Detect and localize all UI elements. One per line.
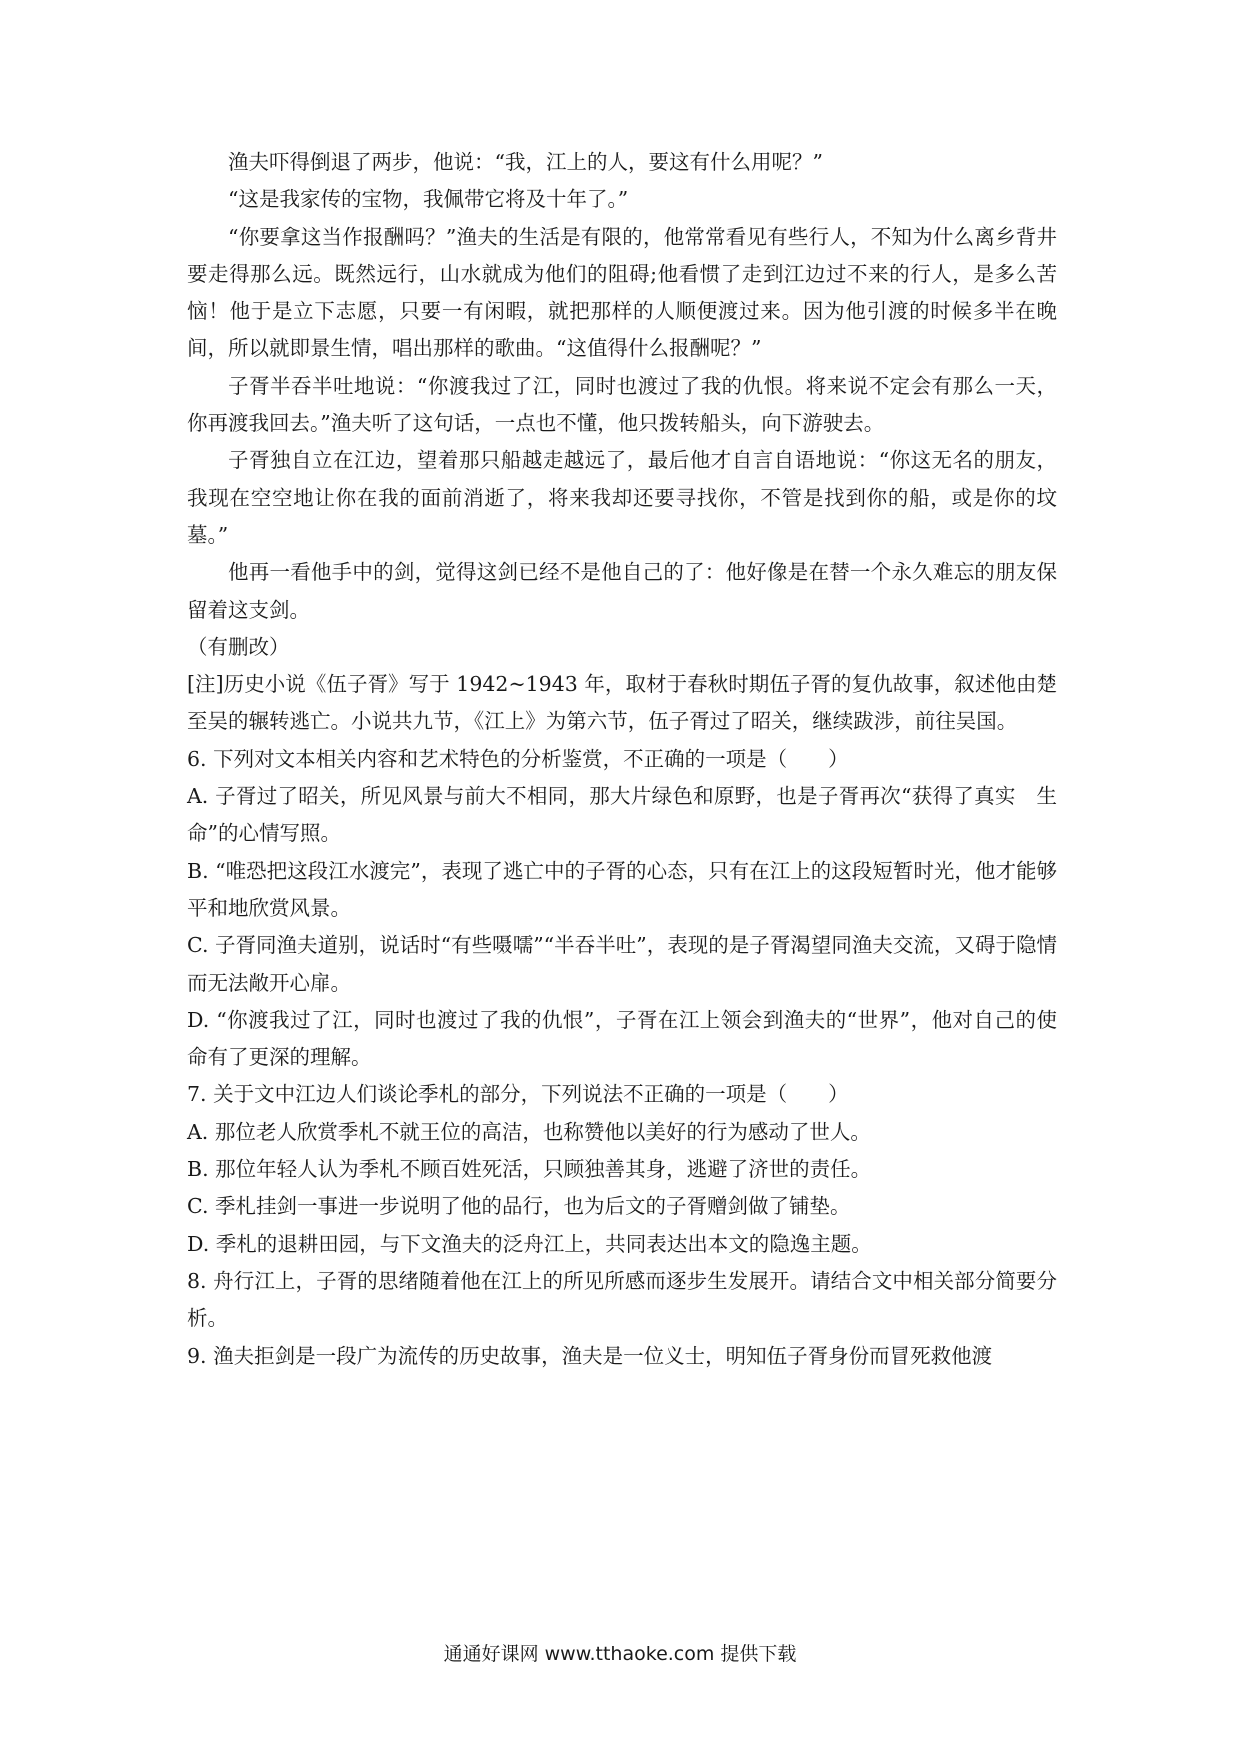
question-7-stem: 7. 关于文中江边人们谈论季札的部分，下列说法不正确的一项是（ ）	[187, 1082, 849, 1107]
annotation-note: [注]历史小说《伍子胥》写于 1942~1943 年，取材于春秋时期伍子胥的复仇故事，叙述他由楚至吴的辗转逃亡。小说共九节，《江上》为第六节，伍子胥过了昭关，继续跋涉，前往吴国。	[187, 672, 1057, 734]
story-paragraph: 渔夫吓得倒退了两步，他说：“我，江上的人，要这有什么用呢？”	[228, 150, 823, 174]
page-footer: 通通好课网 www.tthaoke.com 提供下载	[443, 1643, 797, 1665]
story-paragraph: “这是我家传的宝物，我佩带它将及十年了。”	[228, 187, 629, 212]
source-note: （有删改）	[187, 634, 290, 659]
question-6-option-b: B. “唯恐把这段江水渡完”，表现了逃亡中的子胥的心态，只有在江上的这段短暂时光，他才能够平和地欣赏风景。	[187, 858, 1057, 920]
question-6-option-d: D. “你渡我过了江，同时也渡过了我的仇恨”，子胥在江上领会到渔夫的“世界”，他对自己的使命有了更深的理解。	[187, 1007, 1057, 1070]
question-7-option-a: A. 那位老人欣赏季札不就王位的高洁，也称赞他以美好的行为感动了世人。	[187, 1119, 871, 1144]
story-paragraph: 他再一看他手中的剑，觉得这剑已经不是他自己的了：他好像是在替一个永久难忘的朋友保留着这支剑。	[187, 560, 1057, 622]
question-6-option-a: A. 子胥过了昭关，所见风景与前大不相同，那大片绿色和原野，也是子胥再次“获得了真实 生命”的心情写照。	[187, 784, 1057, 846]
document-body	[187, 144, 1057, 1375]
story-paragraph: “你要拿这当作报酬吗？”渔夫的生活是有限的，他常常看见有些行人，不知为什么离乡背井要走得那么远。既然远行，山水就成为他们的阻碍;他看惯了走到江边过不来的行人，是多么苦恼！他于是立下志愿，只要一有闲暇，就把那样的人顺便渡过来。因为他引渡的时候多半在晚间，所以就即景生情，唱出那样的歌曲。“这值得什么报酬呢？”	[187, 224, 1057, 361]
question-6-option-c: C. 子胥同渔夫道别，说话时“有些嗫嚅”“半吞半吐”，表现的是子胥渴望同渔夫交流，又碍于隐情而无法敞开心扉。	[187, 933, 1057, 995]
story-paragraph: 子胥独自立在江边，望着那只船越走越远了，最后他才自言自语地说：“你这无名的朋友，我现在空空地让你在我的面前消逝了，将来我却还要寻找你，不管是找到你的船，或是你的坟墓。”	[187, 448, 1057, 547]
question-9: 9. 渔夫拒剑是一段广为流传的历史故事，渔夫是一位义士，明知伍子胥身份而冒死救他渡	[187, 1343, 993, 1368]
question-7-option-b: B. 那位年轻人认为季札不顾百姓死活，只顾独善其身，逃避了济世的责任。	[187, 1157, 872, 1182]
question-6-stem: 6. 下列对文本相关内容和艺术特色的分析鉴赏，不正确的一项是（ ）	[187, 746, 849, 771]
story-paragraph: 子胥半吞半吐地说：“你渡我过了江，同时也渡过了我的仇恨。将来说不定会有那么一天，你再渡我回去。”渔夫听了这句话，一点也不懂，他只拨转船头，向下游驶去。	[187, 373, 1057, 436]
question-7-option-d: D. 季札的退耕田园，与下文渔夫的泛舟江上，共同表达出本文的隐逸主题。	[187, 1231, 872, 1256]
question-7-option-c: C. 季札挂剑一事进一步说明了他的品行，也为后文的子胥赠剑做了铺垫。	[187, 1194, 851, 1219]
question-8: 8. 舟行江上，子胥的思绪随着他在江上的所见所感而逐步生发展开。请结合文中相关部分简要分析。	[187, 1268, 1057, 1331]
